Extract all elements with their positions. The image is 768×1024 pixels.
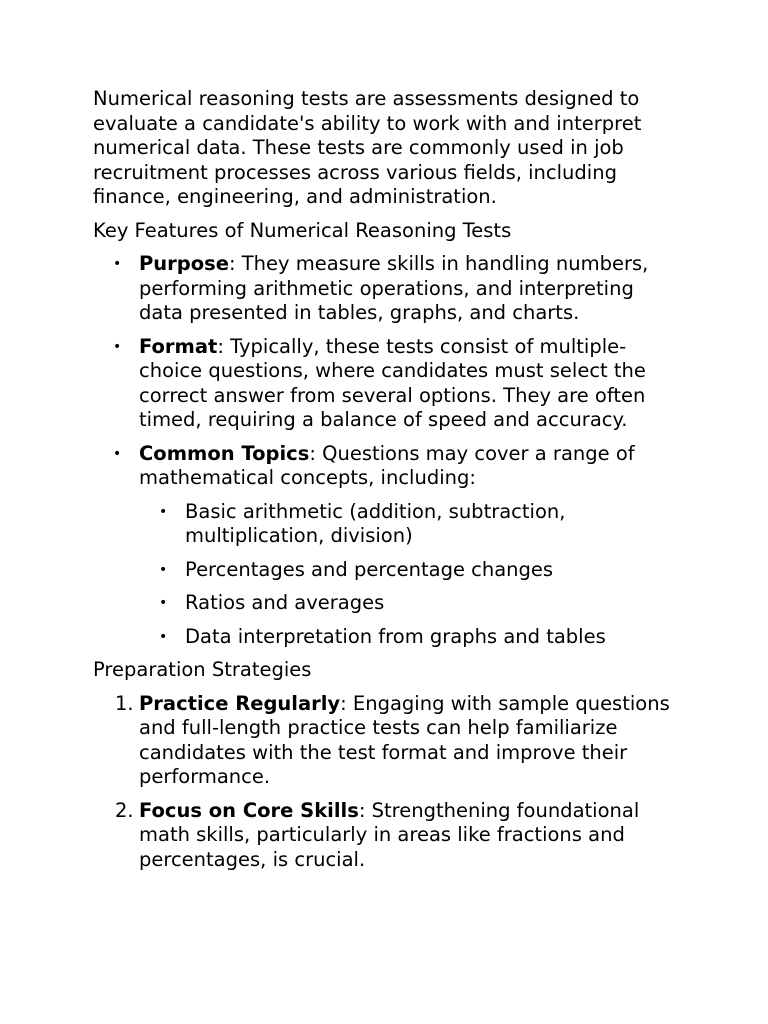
topic-item	[139, 625, 678, 650]
feature-text: : Questions may cover a range of mathematical concepts, including:	[139, 441, 635, 489]
feature-text: : Typically, these tests consist of multiple-choice questions, where candidates must select the correct answer from several options. They are often timed, requiring a balance of speed and accuracy.	[139, 334, 646, 431]
strategies-heading: Preparation Strategies	[93, 658, 312, 681]
feature-text: : They measure skills in handling numbers, performing arithmetic operations, and interpreting data presented in tables, graphs, and charts.	[139, 252, 649, 324]
feature-term: Common Topics	[139, 441, 310, 465]
strategy-text: : Strengthening foundational math skills, particularly in areas like fractions and percentages, is crucial.	[139, 798, 640, 871]
bullet-icon: •	[159, 503, 168, 520]
strategy-term: Practice Regularly	[139, 691, 341, 715]
topic-text: Percentages and percentage changes	[185, 557, 554, 581]
topic-text: Data interpretation from graphs and tables	[185, 624, 606, 648]
strategy-term: Focus on Core Skills	[139, 798, 359, 822]
topic-item	[139, 558, 678, 583]
bullet-icon: •	[159, 595, 168, 611]
list-item	[93, 335, 678, 433]
topic-item	[139, 591, 678, 616]
features-heading: Key Features of Numerical Reasoning Tests	[93, 218, 512, 242]
bullet-icon: •	[159, 561, 168, 578]
topic-text: Ratios and averages	[185, 591, 385, 614]
list-item	[93, 799, 678, 873]
feature-term: Format	[139, 334, 218, 358]
list-item	[93, 692, 678, 790]
list-number: 2.	[115, 798, 134, 822]
strategies-list	[93, 692, 678, 873]
features-list	[93, 252, 678, 649]
bullet-icon: •	[159, 628, 168, 645]
topics-list	[139, 500, 678, 650]
bullet-icon: •	[113, 256, 122, 272]
topic-text: Basic arithmetic (addition, subtraction, multiplication, division)	[185, 499, 566, 547]
bullet-icon: •	[113, 338, 122, 355]
bullet-icon: •	[113, 445, 122, 462]
feature-term: Purpose	[139, 252, 229, 275]
intro-paragraph: Numerical reasoning tests are assessments designed to evaluate a candidate's ability to work with and interpret numerical data. These tests are commonly used in job recruitment processes across various fields, including finance, engineering, and administration.	[93, 87, 642, 208]
list-number: 1.	[115, 691, 134, 715]
list-item	[93, 442, 678, 650]
strategy-text: : Engaging with sample questions and full-length practice tests can help familiarize candidates with the test format and improve their performance.	[139, 691, 670, 788]
list-item	[93, 252, 678, 326]
topic-item	[139, 500, 678, 549]
